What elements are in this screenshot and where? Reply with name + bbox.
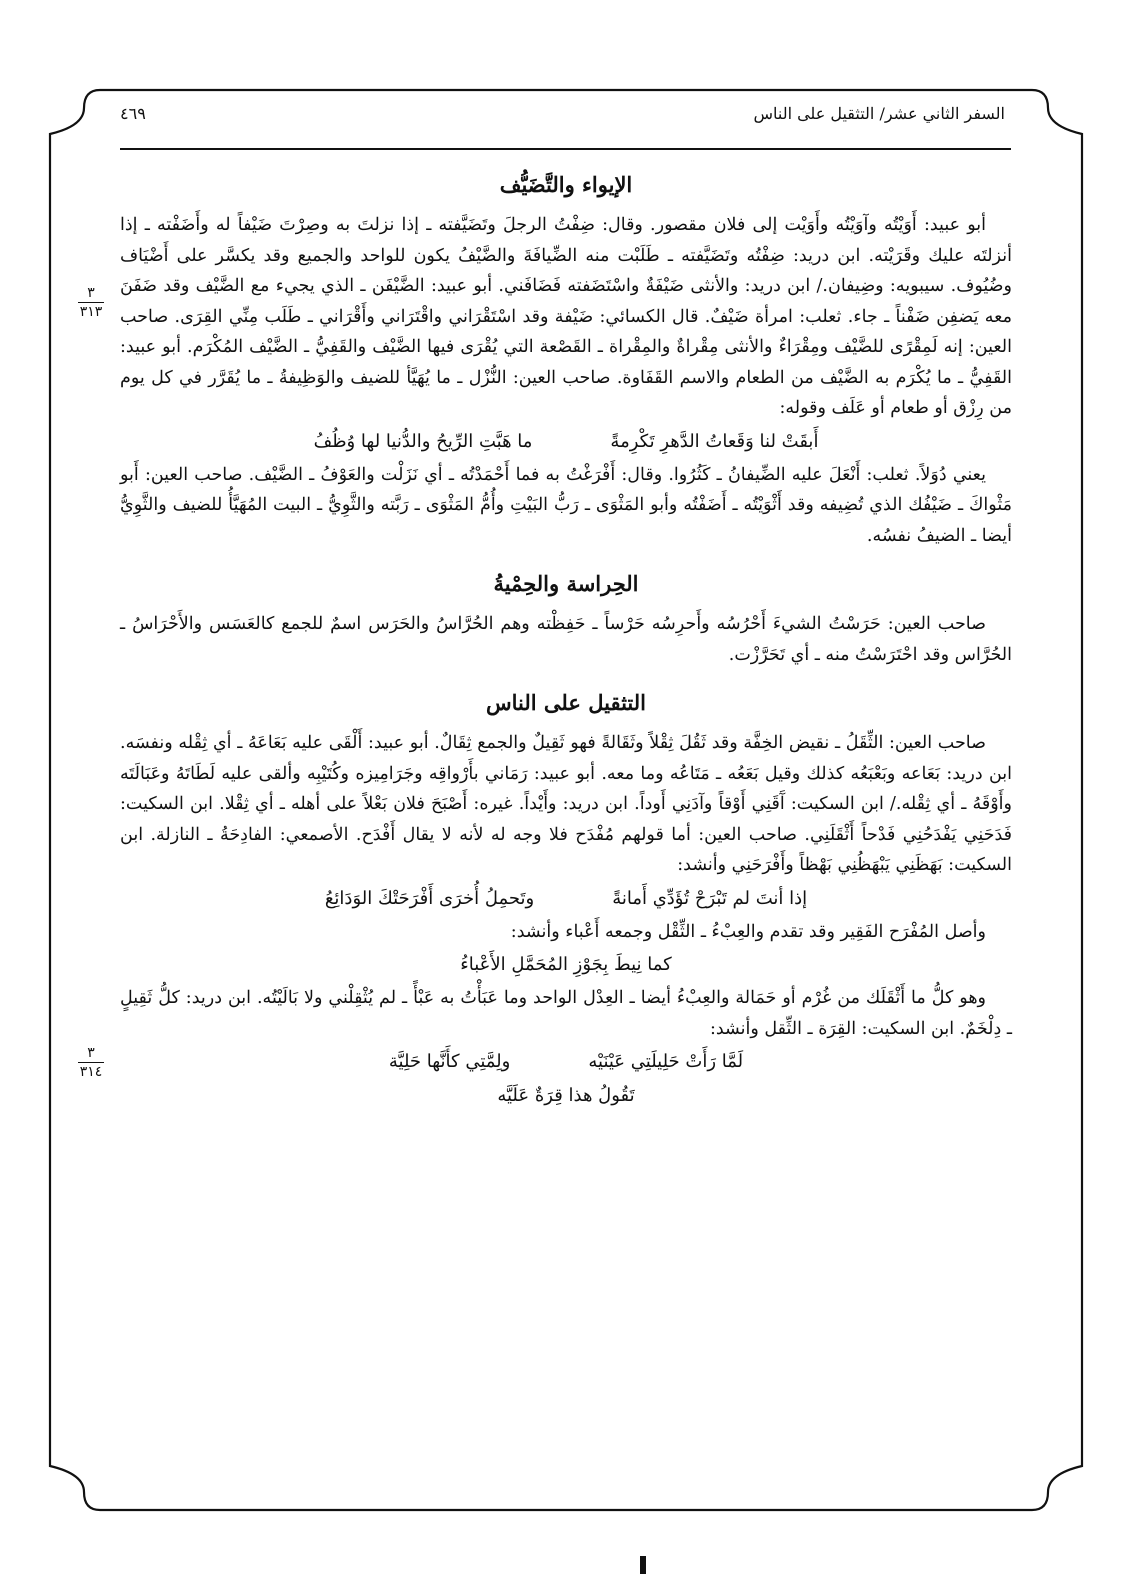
page-body xyxy=(120,160,1012,1114)
verse-line xyxy=(120,1080,1012,1112)
page-number: ٤٦٩ xyxy=(120,104,146,123)
verse-hemistich-first: لَمَّا رَأَتْ حَلِيلَتِي عَيْنَيْه xyxy=(588,1051,744,1072)
verse-hemistich-first: أَبقَتْ لنا وَقَعاتُ الدَّهرِ تَكْرِمةً xyxy=(610,430,819,452)
margin-ref-page: ٣١٣ xyxy=(79,304,103,320)
page-header xyxy=(120,104,1005,130)
margin-ref-volume: ٣ xyxy=(87,285,95,301)
paragraph: وهو كلُّ ما أَثْقَلَك من غُرْم أو حَمَالة والعِبْءُ أيضا ـ العِدْل الواحد وما عَبَأْتُ به عَبْأً ـ لم يُثْقِلْني ولا بَالَيْتُه. ابن دريد: كلُّ ثَقِيلٍ ـ دِلْخَمٌ. ابن السكيت: القِرَة ـ الثِّقل وأنشد: xyxy=(120,988,1012,1039)
verse-line xyxy=(120,426,1012,458)
verse-hemistich-second: ولِمَّتِي كأَنَّها حَلِيَّة xyxy=(388,1051,511,1072)
section-title-tathqil: التثقيل على الناس xyxy=(486,690,646,715)
running-title: السفر الثاني عشر/ التثقيل على الناس xyxy=(753,104,1005,123)
verse-hemistich-second: ما هَبَّتِ الرِّيحُ والدُّنيا لها وُظُفُ xyxy=(313,430,533,452)
section-title-iwa: الإيواء والتَّضَيُّف xyxy=(499,172,633,197)
margin-ref-volume: ٣ xyxy=(87,1045,95,1061)
verse-line xyxy=(120,883,1012,915)
paragraph: يعني دُوَلاً. ثعلب: أَنْعَلَ عليه الضِّيفانُ ـ كَثُرُوا. وقال: أَفْرَغْتُ به فما أَحْمَدْتُه ـ أي نَزَلْت والعَوْفُ ـ الضَّيْف. صاحب العين: أَبو مَثْواكَ ـ ضَيْفُك الذي تُضِيفه وقد أَثْوَيْتُه ـ أَضَفْتُه وأبو المَثْوَى ـ رَبُّ البَيْتِ وأُمُّ المَثْوَى ـ رَبَّته والثَّوِيُّ ـ البيت المُهَيَّأُ للضيف والثَّوِيُّ أيضا ـ الضيفُ نفسُه. xyxy=(120,464,1012,546)
paragraph: صاحب العين: الثِّقَلُ ـ نقيض الخِفَّة وقد ثَقُلَ ثِقْلاً وثَقَالةً فهو ثَقِيلٌ والجمع ثِقَالٌ. أبو عبيد: أَلْقَى عليه بَعَاعَهُ ـ أي ثِقْله ونفسَه. ابن دريد: بَعَاعه وبَعْبَعُه كذلك وقيل بَعَعُه ـ مَتَاعُه وما معه. أبو عبيد: رَمَاني بأَرْواقِه وجَرَامِيزه وكُتَيْبِه وألقى عليه لَطَاتَهُ وعَبَالَتَه وأَوْقَهُ ـ أي ثِقْله./ ابن السكيت: آَقَنِي أَوْقاً وآدَنِي أَوداً. ابن دريد: وأَيْداً. غيره: أَصْبَحَ فلان بَعْلاً على أهله ـ أي ثِقْلا. ابن السكيت: فَدَحَنِي يَفْدَحُنِي فَدْحاً أَثْقَلَنِي. صاحب العين: أما قولهم مُفْدَح فلا وجه له لأنه لا يقال أَفْدَح. الأصمعي: الفادِحَةُ ـ النازلة. ابن السكيت: بَهَظَنِي يَبْهَظُنِي بَهْظاً وأَفْرَحَنِي وأنشد: xyxy=(120,733,1012,875)
scan-mark xyxy=(640,1556,646,1574)
margin-ref-bar xyxy=(78,1062,104,1063)
spacer xyxy=(120,551,1012,559)
verse-line xyxy=(120,949,1012,981)
margin-ref-bar xyxy=(78,302,104,303)
verse-single: كما نِيطَ بِجَوْزِ المُحَمَّلِ الأَعْباءُ xyxy=(460,954,672,975)
paragraph: وأصل المُفْرَح الفَقِير وقد تقدم والعِبْءُ ـ الثِّقْل وجمعه أَعْباء وأنشد: xyxy=(510,921,986,942)
paragraph: صاحب العين: حَرَسْتُ الشيءَ أَحْرُسُه وأَحرِسُه حَرْساً ـ حَفِظْته وهم الحُرَّاسُ والحَرَس اسمٌ للجمع كالعَسَس والأَحْرَاسُ ـ الحُرَّاس وقد احْتَرَسْتُ منه ـ أي تَحَرَّزْت. xyxy=(120,614,1012,665)
header-rule xyxy=(120,148,1011,150)
verse-hemistich-first: إذا أنتَ لم تَبْرَحْ تُؤَدِّي أَمانةً xyxy=(612,887,808,909)
section-title-hirasa: الحِراسة والحِمْيةُ xyxy=(493,571,639,596)
margin-ref-page: ٣١٤ xyxy=(79,1064,103,1080)
verse-line xyxy=(120,1046,1012,1078)
margin-reference xyxy=(74,1046,108,1079)
verse-single: تَقُولُ هذا قِرَةٌ عَلَيَّه xyxy=(497,1085,635,1106)
verse-hemistich-second: وتَحمِلُ أُخرَى أَفْرَحَتْكَ الوَدَائِعُ xyxy=(324,887,535,909)
spacer xyxy=(120,670,1012,678)
paragraph: أبو عبيد: أَوَيْتُه وآوَيْتُه وأَوَيْت إلى فلان مقصور. وقال: ضِفْتُ الرجلَ وتَضَيَّفته ـ إذا نزلتَ به وصِرْتَ ضَيْفاً له وأَضَفْته ـ إذا أنزلتَه عليك وقَرَيْته. ابن دريد: ضِفْتُه وتَضَيَّفته ـ طَلَبْت منه الضِّيافَةَ والضَّيْفُ يكون للواحد والجميع وقد يكسَّر على أَضْيَاف وضُيُوف. سيبويه: وضِيفان./ ابن دريد: والأنثى ضَيْفَةٌ واسْتَضَفته فَضَافَني. أبو عبيد: الضَّيْفَن ـ الذي يجيء مع الضَّيْف وقد ضَفَنَ معه يَضفِن ضَفْناً ـ جاء. ثعلب: امرأة ضَيْفٌ. قال الكسائي: ضَيْفة وقد اسْتَقْرَاني واقْتَرَاني وأَقْرَاني ـ طَلَب مِنِّي القِرَى. صاحب العين: إنه لَمِقْرًى للضَّيْف ومِقْرَاءٌ والأنثى مِقْراةٌ والمِقْراة ـ القَصْعة التي يُقْرَى فيها الضَّيْف والقَفِيُّ ـ الضَّيْف المُكْرَم. أبو عبيد: القَفِيُّ ـ ما يُكْرَم به الضَّيْف من الطعام والاسم القَفَاوة. صاحب العين: النُّزْل ـ ما يُهَيَّأ للضيف والوَظِيفةُ ـ ما يُقَرَّر في كل يوم من رِزْق أو طعام أو عَلَف وقوله: xyxy=(120,215,1012,418)
margin-reference xyxy=(74,286,108,319)
